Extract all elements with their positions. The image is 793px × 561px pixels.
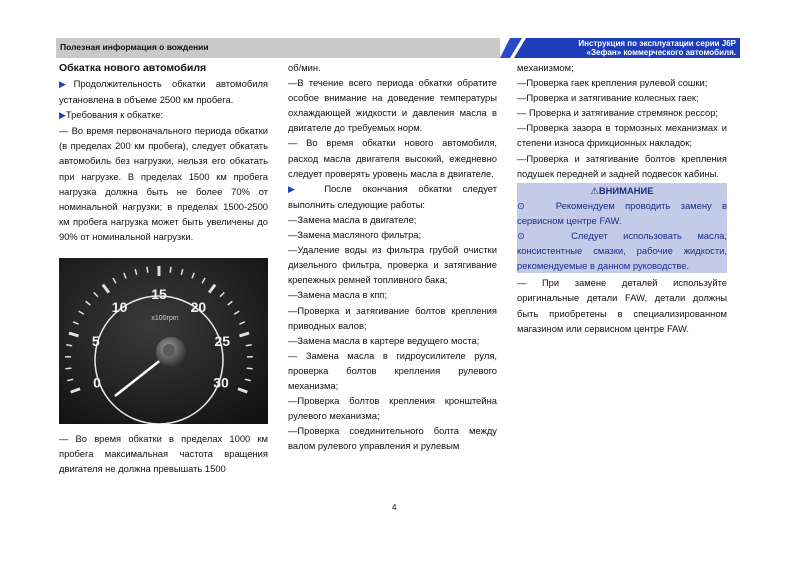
list-item: —Проверка болтов крепления кронштейна рулевого механизма; xyxy=(288,395,497,422)
list-item: —Замена масляного фильтра; xyxy=(288,229,422,241)
paragraph-after-break-in: ▶ После окончания обкатки следует выполнить следующие работы: xyxy=(288,182,497,210)
list-item: —Проверка гаек крепления рулевой сошки; xyxy=(517,77,708,89)
header-right-banner xyxy=(500,38,740,58)
header-manual-title: Инструкция по эксплуатации серии J6P «Зефан» коммерческого автомобиля. xyxy=(578,39,736,57)
paragraph-temperature: —В течение всего периода обкатки обратите особое внимание на доведение температуры охлаждающей жидкости и давления масла в двигателе до требуемых норм. xyxy=(288,77,497,134)
gauge-minor-tick xyxy=(66,345,72,346)
gauge-unit-label: x100rpm xyxy=(151,315,179,322)
gauge-tick-label: 0 xyxy=(93,374,101,391)
list-item: — Замена масла в гидроусилителе руля, проверка болтов крепления рулевого механизма; xyxy=(288,349,497,391)
paragraph-original-parts: — При замене деталей используйте оригинальные детали FAW, детали должны быть приобретены в специализированном магазином или сервисном центре FAW. xyxy=(517,277,727,334)
section-title: Обкатка нового автомобиля xyxy=(59,62,207,74)
list-item: —Проверка соединительного болта между валом рулевого управления и рулевым xyxy=(288,425,497,452)
column-1-bottom xyxy=(59,431,268,476)
triangle-bullet-icon: ▶ xyxy=(59,110,66,121)
page-number: 4 xyxy=(392,503,397,512)
list-item: механизмом; xyxy=(517,62,574,73)
gauge-minor-tick xyxy=(246,345,252,346)
list-item: — Проверка и затягивание стремянок рессор; xyxy=(517,107,719,119)
list-item: —Замена масла в двигателе; xyxy=(288,213,417,225)
column-1 xyxy=(59,61,268,244)
list-item: —Проверка зазора в тормозных механизмах и степени износа фрикционных накладок; xyxy=(517,122,727,149)
list-item: —Проверка и затягивание колесных гаек; xyxy=(517,92,699,104)
gauge-minor-tick xyxy=(147,267,148,273)
gauge-tick-label: 10 xyxy=(111,299,128,316)
warning-item: ⊙ Следует использовать масла, консистентные смазки, рабочие жидкости, рекомендуемые в данном руководстве. xyxy=(517,230,727,272)
paragraph-rpm-unit: об/мин. xyxy=(288,62,321,73)
paragraph-load: — Во время первоначального периода обкатки (в пределах 200 км пробега), следует обкатать автомобиль без нагрузки, нельзя его обкатать при нагрузке. В пределах 1500 км пробега нагрузка должна быть не более 70% от номинальной нагрузки; в пределах 1500-2500 км пробега нагрузка может быть увеличены до 90% от номинальной нагрузки. xyxy=(59,125,268,242)
gauge-tick-label: 5 xyxy=(91,333,100,350)
list-item: —Замена масла в кпп; xyxy=(288,289,387,301)
warning-triangle-icon: ⚠ xyxy=(590,184,599,196)
column-3 xyxy=(517,60,727,336)
list-item: —Удаление воды из фильтра грубой очистки дизельного фильтра, проверка и затягивание крепежных ремней топливного бака; xyxy=(288,244,497,286)
gauge-tick-label: 30 xyxy=(213,374,229,391)
list-item: —Замена масла в картере ведущего моста; xyxy=(288,334,480,346)
circle-dot-icon: ⊙ xyxy=(517,230,525,242)
warning-box xyxy=(517,183,727,274)
gauge-minor-tick xyxy=(170,267,171,273)
paragraph-oil-level: — Во время обкатки нового автомобиля, расход масла двигателя высокий, ежедневно следует проверять уровень масла в двигателе. xyxy=(288,137,497,179)
gauge-tick-label: 15 xyxy=(151,286,167,302)
paragraph-duration: ▶Продолжительность обкатки автомобиля установлена в объеме 2500 км пробега. xyxy=(59,78,268,106)
gauge-tick-label: 25 xyxy=(214,333,231,350)
paragraph-rpm-limit: — Во время обкатки в пределах 1000 км пробега максимальная частота вращения двигателя не должна превышать 1500 xyxy=(59,433,268,475)
triangle-bullet-icon: ▶ xyxy=(288,183,303,194)
list-item: —Проверка и затягивание болтов крепления подушек передней и задней подвесок кабины. xyxy=(517,152,727,179)
paragraph-requirements: ▶Требования к обкатке: xyxy=(59,109,164,121)
gauge-minor-tick xyxy=(247,368,253,369)
triangle-bullet-icon: ▶ xyxy=(59,79,74,89)
gauge-tick-label: 20 xyxy=(190,299,207,316)
gauge-minor-tick xyxy=(65,368,71,369)
header-left-bar xyxy=(56,38,529,58)
tachometer-image xyxy=(59,258,268,424)
header-section-title: Полезная информация о вождении xyxy=(60,42,209,52)
column-2 xyxy=(288,60,497,453)
list-item: —Проверка и затягивание болтов крепления приводных валов; xyxy=(288,304,497,331)
warning-item: ⊙ Рекомендуем проводить замену в сервисном центре FAW. xyxy=(517,199,727,226)
warning-title: ⚠ВНИМАНИЕ xyxy=(590,184,654,196)
circle-dot-icon: ⊙ xyxy=(517,199,525,211)
